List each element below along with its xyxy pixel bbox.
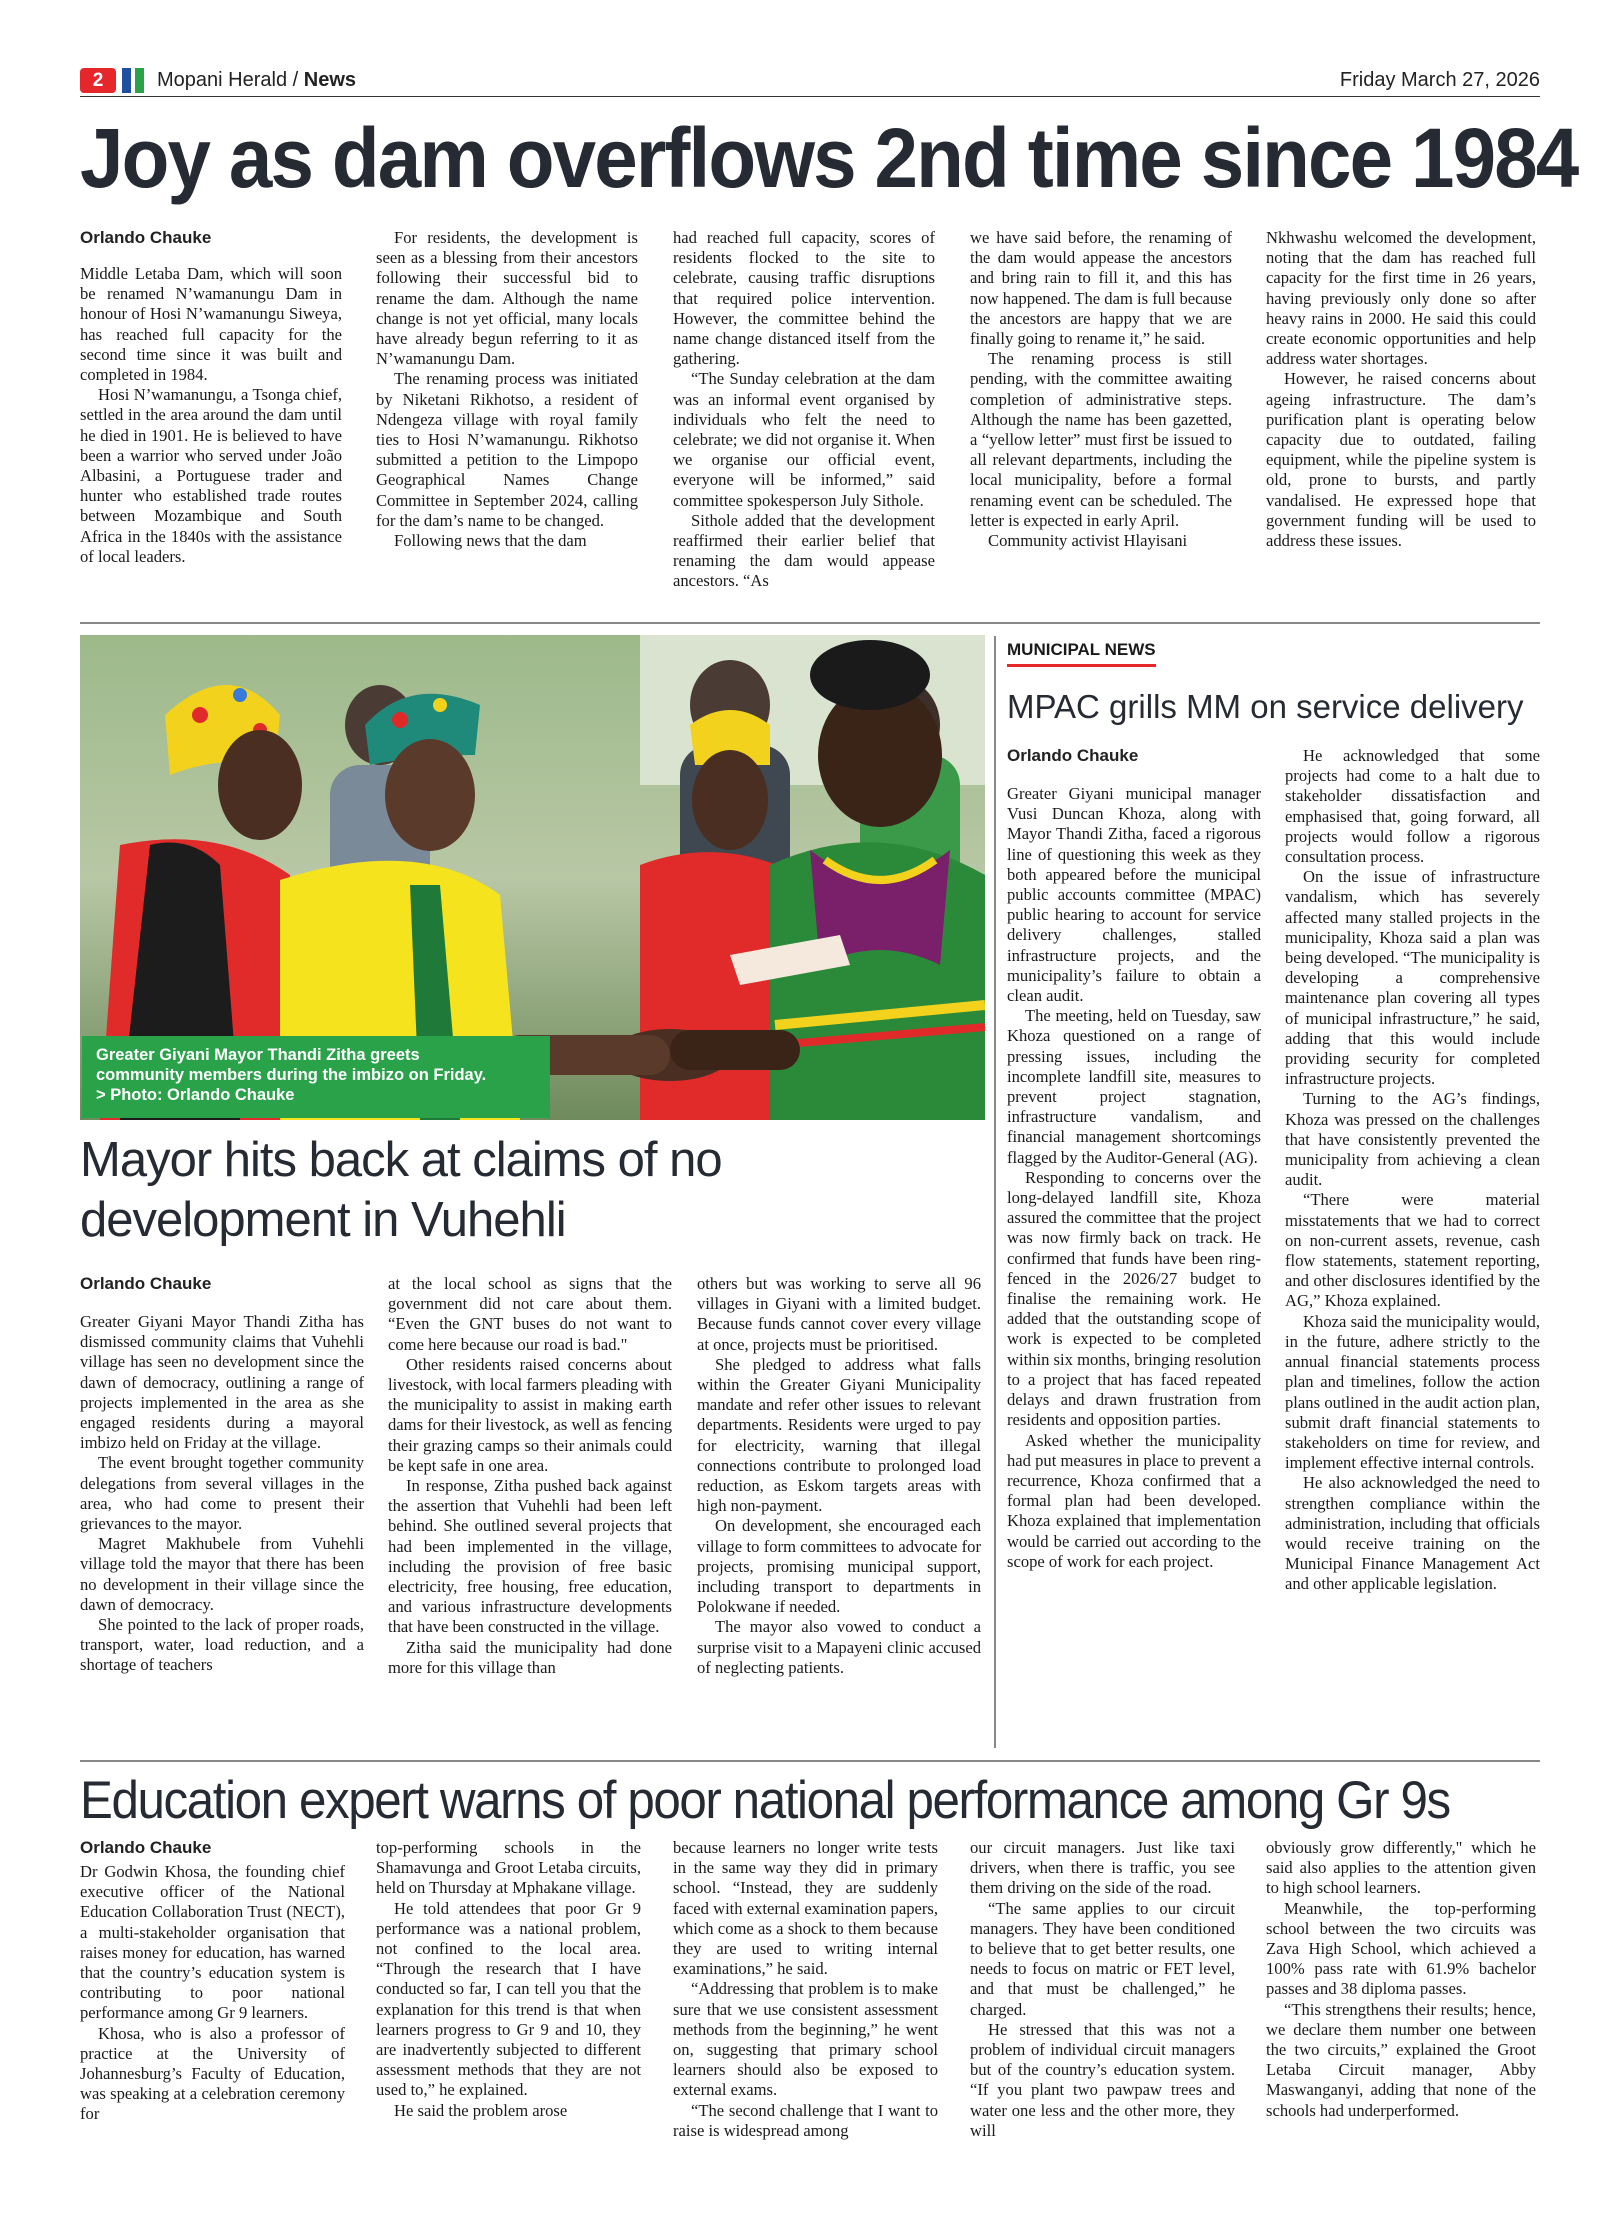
paragraph: For residents, the development is seen as a blessing from their ancestors following their successful bid to rename the dam. Although the name change is not yet official, many locals have already begun referring to it as N’wamanungu Dam. bbox=[376, 228, 638, 369]
paragraph: Khoza said the municipality would, in the future, adhere strictly to the annual financial statements process plan and timelines, follow the action plans outlined in the audit action plan, submit draft financial statements to stakeholders on time for review, and implement effective internal controls. bbox=[1285, 1311, 1540, 1473]
page-number-badge: 2 bbox=[80, 68, 116, 93]
paragraph: others but was working to serve all 96 villages in Giyani with a limited budget. Because funds cannot cover every village at once, projects must be prioritised. bbox=[697, 1274, 981, 1354]
edition-date: Friday March 27, 2026 bbox=[1339, 69, 1540, 91]
photo-credit: > Photo: Orlando Chauke bbox=[96, 1086, 295, 1104]
lead-column-5 bbox=[1266, 228, 1536, 551]
paragraph: we have said before, the renaming of the dam would appease the ancestors and bring rain to fill it, and this has now happened. The dam is full because the ancestors are happy that we are finally going to rename it,” he said. bbox=[970, 228, 1232, 349]
paragraph: Asked whether the municipality had put measures in place to prevent a recurrence, Khoza confirmed that a formal plan had been developed. Khoza explained that implementation would be carried out according to the scope of work for each project. bbox=[1007, 1430, 1261, 1571]
paragraph: Hosi N’wamanungu, a Tsonga chief, settled in the area around the dam until he died in 1901. He is believed to have been a warrior who served under João Albasini, a Portuguese trader and hunter who established trade routes between Mozambique and South Africa in the 1840s with the assistance of local leaders. bbox=[80, 385, 342, 566]
mayor-column-2 bbox=[388, 1274, 672, 1678]
section-divider bbox=[80, 622, 1540, 624]
paragraph: Middle Letaba Dam, which will soon be renamed N’wamanungu Dam in honour of Hosi N’wamanungu Siweya, has reached full capacity for the second time since it was built and completed in 1984. bbox=[80, 264, 342, 385]
paragraph: Meanwhile, the top-performing school between the two circuits was Zava High School, which achieved a 100% pass rate with 61.9% bachelor passes and 38 diploma passes. bbox=[1266, 1898, 1536, 1999]
brand-stripe-green bbox=[135, 68, 144, 93]
paragraph: She pointed to the lack of proper roads, transport, water, load reduction, and a shortage of teachers bbox=[80, 1615, 364, 1675]
education-column-4 bbox=[970, 1838, 1235, 2141]
lead-column-2 bbox=[376, 228, 638, 551]
paragraph: He said the problem arose bbox=[394, 2100, 568, 2120]
paragraph: “There were material misstatements that we had to correct on non-current assets, revenue, cash flow statements, statement reporting, and other disclosures identified by the AG,” Khoza explained. bbox=[1285, 1190, 1540, 1311]
paragraph: She pledged to address what falls within the Greater Giyani Municipality mandate and refer other issues to relevant departments. Residents were urged to pay for electricity, warning that illegal connections contribute to prolonged load reduction, as Eskom targets areas with high non-payment. bbox=[697, 1354, 981, 1516]
education-byline: Orlando Chauke bbox=[80, 1838, 212, 1857]
masthead bbox=[80, 66, 1540, 97]
paragraph: Responding to concerns over the long-delayed landfill site, Khoza assured the committee that the project was now firmly back on track. He confirmed that funds have been ring-fenced in the 2026/27 budget to finalise the remaining work. He added that the outstanding scope of work is expected to be completed within six months, bringing resolution to a project that has faced repeated delays and drawn frustration from residents and opposition parties. bbox=[1007, 1167, 1261, 1430]
paragraph: He told attendees that poor Gr 9 performance was a national problem, not confined to the local area. “Through the research that I have conducted so far, I can tell you that the explanation for this trend is that when learners progress to Gr 9 and 10, they are inadvertently subjected to different assessment methods that they are not used to,” he explained. bbox=[376, 1898, 641, 2100]
paragraph: In response, Zitha pushed back against the assertion that Vuhehli had been left behind. She outlined several projects that had been implemented in the village, including the provision of free basic electricity, free housing, free education, and various infrastructure developments that have been constructed in the village. bbox=[388, 1476, 672, 1637]
column-divider bbox=[994, 636, 996, 1748]
paragraph: Following news that the dam bbox=[394, 531, 587, 551]
mpac-headline: MPAC grills MM on service delivery bbox=[1007, 688, 1524, 725]
paragraph: Nkhwashu welcomed the development, noting that the dam has reached full capacity for the first time in 26 years, having previously only done so after heavy rains in 2000. He said this could create economic opportunities and help address water shortages. bbox=[1266, 228, 1536, 369]
section-divider bbox=[80, 1760, 1540, 1762]
education-column-1 bbox=[80, 1862, 345, 2125]
paragraph: He stressed that this was not a problem of individual circuit managers but of the country’s education system. “If you plant two pawpaw trees and water one less and the other more, they will bbox=[970, 2019, 1235, 2140]
paragraph: “The Sunday celebration at the dam was an informal event organised by individuals who felt the need to celebrate; we did not organise it. When we organise our official event, everyone will be informed,” said committee spokesperson July Sithole. bbox=[673, 369, 935, 510]
paragraph: Magret Makhubele from Vuhehli village told the mayor that there has been no development in their village since the dawn of democracy. bbox=[80, 1534, 364, 1614]
paragraph: Khosa, who is also a professor of practice at the University of Johannesburg’s Faculty of Education, was speaking at a celebration ceremony for bbox=[80, 2023, 345, 2124]
education-headline: Education expert warns of poor national performance among Gr 9s bbox=[80, 1771, 1450, 1830]
paragraph: The meeting, held on Tuesday, saw Khoza questioned on a range of pressing issues, including the incomplete landfill site, measures to prevent project stagnation, infrastructure vandalism, and financial management shortcomings flagged by the Auditor-General (AG). bbox=[1007, 1006, 1261, 1167]
lead-column-4 bbox=[970, 228, 1232, 551]
paragraph: “The second challenge that I want to raise is widespread among bbox=[673, 2100, 938, 2140]
paragraph: our circuit managers. Just like taxi drivers, when there is traffic, you see them driving on the side of the road. bbox=[970, 1838, 1235, 1898]
caption-line: Greater Giyani Mayor Thandi Zitha greets bbox=[96, 1046, 420, 1064]
paragraph: “The same applies to our circuit managers. They have been conditioned to believe that to get better results, one needs to focus on matric or FET level, and that must be challenged,” he charged. bbox=[970, 1898, 1235, 2019]
mayor-column-3 bbox=[697, 1274, 981, 1678]
mayor-byline: Orlando Chauke bbox=[80, 1274, 212, 1293]
paragraph: Sithole added that the development reaffirmed their earlier belief that renaming the dam would appease ancestors. “As bbox=[673, 510, 935, 591]
photo-caption bbox=[82, 1036, 550, 1118]
paragraph: Zitha said the municipality had done more for this village than bbox=[388, 1637, 672, 1677]
lead-headline: Joy as dam overflows 2nd time since 1984 bbox=[80, 111, 1578, 205]
headline-line: Mayor hits back at claims of no bbox=[80, 1133, 722, 1187]
paragraph: had reached full capacity, scores of residents flocked to the site to celebrate, causing traffic disruptions that required police intervention. However, the committee behind the name change distanced itself from the gathering. bbox=[673, 228, 935, 369]
paper-name bbox=[157, 69, 356, 92]
paragraph: Greater Giyani Mayor Thandi Zitha has dismissed community claims that Vuhehli village has seen no development since the dawn of democracy, outlining a range of projects implemented in the area as she engaged residents during a mayoral imbizo held on Friday at the village. bbox=[80, 1312, 364, 1453]
paragraph: On the issue of infrastructure vandalism, which has severely affected many stalled projects in the municipality, Khoza said a plan was being developed. “The municipality is developing a comprehensive maintenance plan covering all types of municipal infrastructure,” he said, adding that this would include providing security for completed infrastructure projects. bbox=[1285, 867, 1540, 1089]
education-column-5 bbox=[1266, 1838, 1536, 2121]
brand-stripe-blue bbox=[122, 68, 131, 93]
paragraph: The event brought together community delegations from several villages in the area, who had come to present their grievances to the mayor. bbox=[80, 1453, 364, 1534]
paragraph: On development, she encouraged each village to form committees to advocate for projects, promising municipal support, including transport to departments in Polokwane if needed. bbox=[697, 1516, 981, 1617]
paragraph: Turning to the AG’s findings, Khoza was pressed on the challenges that have consistently prevented the municipality from achieving a clean audit. bbox=[1285, 1089, 1540, 1190]
paper-title: Mopani Herald / bbox=[157, 69, 299, 91]
paragraph: Greater Giyani municipal manager Vusi Duncan Khoza, along with Mayor Thandi Zitha, faced a rigorous line of questioning this week as they both appeared before the municipal public accounts committee (MPAC) public hearing to account for service delivery challenges, stalled infrastructure projects, and the municipality’s failure to obtain a clean audit. bbox=[1007, 784, 1261, 1006]
headline-line: development in Vuhehli bbox=[80, 1193, 566, 1247]
mpac-column-2 bbox=[1285, 746, 1540, 1595]
section-name: News bbox=[303, 69, 356, 91]
lead-byline: Orlando Chauke bbox=[80, 228, 212, 247]
paragraph: However, he raised concerns about ageing infrastructure. The dam’s purification plant is operating below capacity due to outdated, failing equipment, while the pipeline system is old, prone to bursts, and partly vandalised. He expressed hope that government funding will be used to address these issues. bbox=[1266, 369, 1536, 551]
section-label: MUNICIPAL NEWS bbox=[1007, 640, 1156, 667]
education-column-2 bbox=[376, 1838, 641, 2121]
paragraph: He acknowledged that some projects had come to a halt due to stakeholder dissatisfaction and emphasised that, going forward, all projects would follow a rigorous consultation process. bbox=[1285, 746, 1540, 867]
mpac-byline: Orlando Chauke bbox=[1007, 746, 1139, 765]
lead-column-1 bbox=[80, 264, 342, 567]
paragraph: Community activist Hlayisani bbox=[988, 531, 1188, 551]
paragraph: “This strengthens their results; hence, we declare them number one between the two circuits,” explained the Groot Letaba Circuit manager, Abby Maswanganyi, adding that none of the schools had underperformed. bbox=[1266, 1999, 1536, 2120]
mayor-headline bbox=[80, 1130, 722, 1250]
paragraph: obviously grow differently," which he said also applies to the attention given to high school learners. bbox=[1266, 1838, 1536, 1898]
mayor-column-1 bbox=[80, 1312, 364, 1676]
paragraph: The mayor also vowed to conduct a surprise visit to a Mapayeni clinic accused of neglecting patients. bbox=[697, 1617, 981, 1677]
paragraph: because learners no longer write tests in the same way they did in primary school. “Instead, they are suddenly faced with external examination papers, which come as a shock to them because they are used to writing internal examinations,” he said. bbox=[673, 1838, 938, 1979]
paragraph: Other residents raised concerns about livestock, with local farmers pleading with the municipality to assist in making earth dams for their livestock, as well as fencing their grazing camps so their animals could be kept safe in one area. bbox=[388, 1354, 672, 1475]
paragraph: The renaming process was initiated by Niketani Rikhotso, a resident of Ndengeza village with royal family ties to Hosi N’wamanungu. Rikhotso submitted a petition to the Limpopo Geographical Names Change Committee in September 2024, calling for the dam’s name to be changed. bbox=[376, 369, 638, 530]
paragraph: The renaming process is still pending, with the committee awaiting completion of administrative steps. Although the name has been gazetted, a “yellow letter” must first be issued to all relevant departments, including the local municipality, before a formal renaming event can be scheduled. The letter is expected in early April. bbox=[970, 349, 1232, 530]
paragraph: at the local school as signs that the government did not care about them. “Even the GNT buses do not want to come here because our road is bad." bbox=[388, 1274, 672, 1354]
mpac-column-1 bbox=[1007, 784, 1261, 1572]
paragraph: He also acknowledged the need to strengthen compliance within the administration, including that officials would receive training on the Municipal Finance Management Act and other applicable legislation. bbox=[1285, 1473, 1540, 1594]
paragraph: top-performing schools in the Shamavunga and Groot Letaba circuits, held on Thursday at Mphakane village. bbox=[376, 1838, 641, 1898]
education-column-3 bbox=[673, 1838, 938, 2141]
caption-line: community members during the imbizo on Friday. bbox=[96, 1066, 487, 1084]
paragraph: “Addressing that problem is to make sure that we use consistent assessment methods from the beginning,” he went on, suggesting that primary school learners should also be exposed to external exams. bbox=[673, 1979, 938, 2100]
paragraph: Dr Godwin Khosa, the founding chief executive officer of the National Education Collaboration Trust (NECT), a multi-stakeholder organisation that raises money for education, has warned that the country’s education system is contributing to poor national performance among Gr 9 learners. bbox=[80, 1862, 345, 2023]
lead-column-3 bbox=[673, 228, 935, 592]
